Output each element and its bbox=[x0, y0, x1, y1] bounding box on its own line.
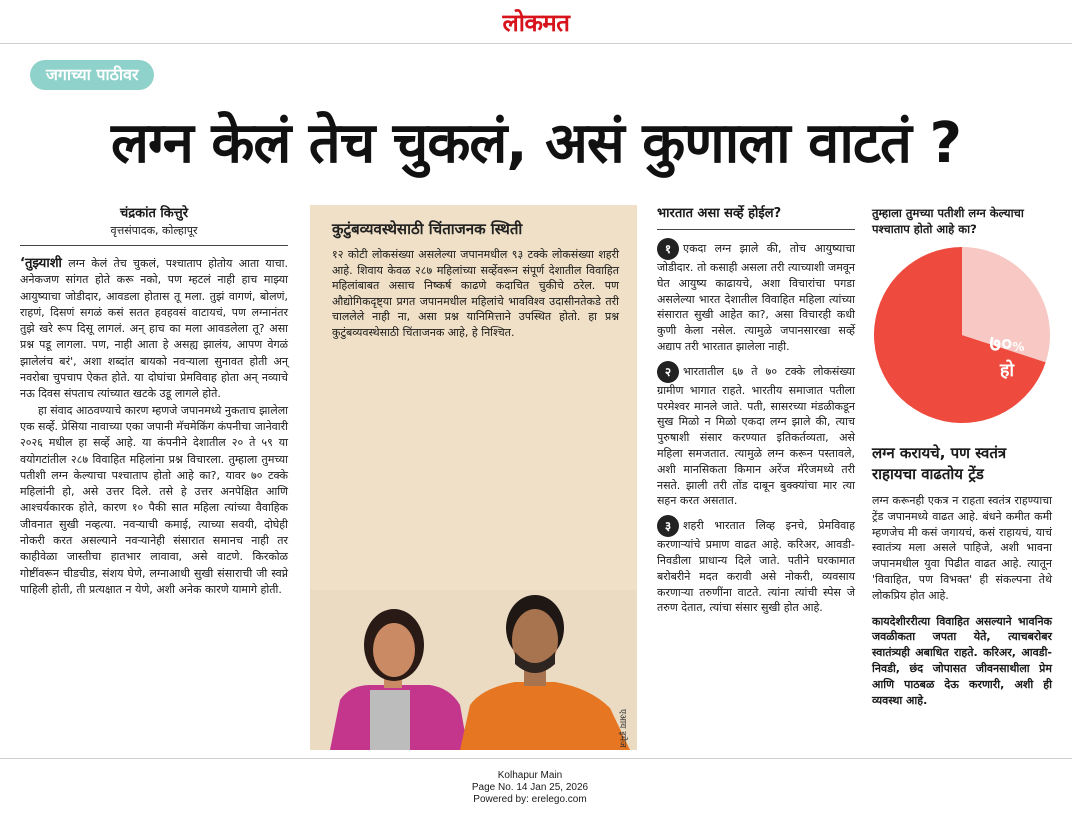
point-text: शहरी भारतात लिव्ह इनचे, प्रेमविवाह करणाऱ्यांचे प्रमाण वाढत आहे. करिअर, आवडी-निवडीला प्राधान्य दिले जाते. पतीने घरकामात बरोबरीने मदत करावी असे नोकरी, व्यवसाय करणाऱ्या तरुणींना वाटते. त्यांना त्यांची स्पेस जे तरुण देतात, त्यांचा संसार सुखी होत आहे. bbox=[657, 519, 855, 615]
pie-answer: हो bbox=[999, 360, 1015, 381]
byline-role: वृत्तसंपादक, कोल्हापूर bbox=[110, 224, 198, 237]
sidebar-box bbox=[310, 205, 637, 750]
trend-title: लग्न करायचे, पण स्वतंत्र राहायचा वाढतोय ट्रेंड bbox=[872, 444, 1007, 483]
survey-point bbox=[657, 361, 855, 509]
lokmat-logo[interactable]: लोकमत bbox=[502, 8, 570, 37]
india-survey-heading: भारतात असा सर्व्हे होईल? bbox=[657, 206, 782, 221]
woman-vest bbox=[370, 690, 410, 750]
survey-point bbox=[657, 515, 855, 616]
masthead bbox=[0, 0, 1072, 44]
poll-question: तुम्हाला तुमच्या पतीशी लग्न केल्याचा पश्चाताप होतो आहे का? bbox=[872, 206, 1024, 236]
poll-pie-chart bbox=[872, 245, 1052, 425]
byline-name: चंद्रकांत कित्तुरे bbox=[119, 206, 189, 221]
pie-percent-sign: % bbox=[1012, 340, 1025, 354]
point-text: एकदा लग्न झाले की, तोच आयुष्याचा जोडीदार. तो कसाही असला तरी त्याच्याशी जमवून घेत आयुष्य काढायचे, अशा विचारांचा पगडा असलेल्या भारत देशातील विवाहित महिला त्यांच्या संसारात सुखी आहेत का?, असा विचारही कधी कुणी केला नसेल. त्यामुळे जपानसारखा सर्व्हे अद्याप तरी भारतात झालेला नाही. bbox=[657, 242, 855, 353]
photo-credit: एआय इमेज bbox=[617, 709, 627, 748]
byline-divider bbox=[20, 245, 288, 246]
trend-bold-text: कायदेशीररीत्या विवाहित असल्याने भावनिक जवळीकता जपता येते, त्याचबरोबर स्वातंत्र्यही अबाधित राहते. करिअर, आवडी-निवडी, छंद जोपासत जीवनसाथीला प्रेम आणि पाठबळ देऊ करणारी, अशी ही व्यवस्था आहे. bbox=[872, 614, 1052, 707]
article-paragraph-1-text: लग्न केलं तेच चुकलं, पश्चाताप होतोय आता याचा. अनेकजण सांगत होते करू नको, पण म्हटलं नाही हाच माझ्या आयुष्याचा जोडीदार, आवडला होतास तू मला. तुझं वागणं, बोलणं, राहणं, दिसणं सगळं कसं सतत हवहवसं वाटायचं, पण लग्नानंतर तुझे खरे रूप दिसू लागलं. अन् हाच का मला आवडलेला तू? असा प्रश्न पडू लागला. पण, नाही आता हे असह्य झालंय, आपण वेगळं झालेलंच बरं', अशा शब्दांत बायको नवऱ्याला सुनावत होती अन् नवरोबा चुपचाप ऐकत होते. या दोघांचा प्रेमविवाह होता अन् नव्याचे नऊ दिवस संपताच त्यांच्यात खटके उडू लागले होते. bbox=[20, 257, 288, 401]
sidebar-box-title: कुटुंबव्यवस्थेसाठी चिंताजनक स्थिती bbox=[332, 220, 523, 238]
edition-name: Kolhapur Main bbox=[497, 770, 563, 781]
main-article-body bbox=[20, 256, 288, 598]
sidebar-box-text: १२ कोटी लोकसंख्या असलेल्या जपानमधील ९३ टक्के लोकसंख्या शहरी आहे. शिवाय केवळ २८७ महिलांच्या सर्व्हेवरून संपूर्ण देशातील विवाहित महिलांबाबत असाच निष्कर्ष काढणे कदाचित चुकीचे ठरेल. पण औद्योगिकदृष्ट्या प्रगत जपानमधील महिलांचे भावविश्व उदासीनतेकडे तरी चाललेले नाही ना, असा प्रश्न यानिमित्ताने उपस्थित होतो. हा प्रश्न कुटुंबव्यवस्थेसाठी चिंताजनक आहे, हे निश्चित. bbox=[332, 248, 619, 339]
pie-value-label bbox=[972, 333, 1042, 383]
powered-by-link[interactable]: Powered by: erelego.com bbox=[473, 794, 587, 805]
footer bbox=[380, 770, 680, 806]
headline: लग्न केलं तेच चुकलं, असं कुणाला वाटतं ? bbox=[111, 111, 961, 176]
section-label: जगाच्या पाठीवर bbox=[30, 60, 154, 90]
trend-text: लग्न करूनही एकत्र न राहता स्वतंत्र राहण्याचा ट्रेंड जपानमध्ये वाढत आहे. बंधने कमीत कमी म्हणजेच मी कसं जगायचं, कसं राहायचं, याचं स्वातंत्र्य मला असले पाहिजे, अशी भावना जपानमधील युवा पिढीत वाढत आहे. त्यातून 'विवाहित, पण विभक्त' ही संकल्पना तेथे लोकप्रिय होत आहे. bbox=[872, 494, 1052, 602]
footer-divider bbox=[0, 758, 1072, 759]
point-number: ३ bbox=[657, 515, 679, 537]
point-text: भारतातील ६७ ते ७० टक्के लोकसंख्या ग्रामीण भागात राहते. भारतीय समाजात पतीला परमेश्वर मानले जाते. पती, सासरच्या मंडळीकडून सुख मिळो न मिळो एकदा लग्न झाले की, त्याच पुरुषाशी संसार करण्यात इतिकर्तव्यता, असे महिला समजतात. त्यामुळे लग्न करून पस्तावले, अशी मानसिकता किमान अरेंज मॅरेजमध्ये तरी नसते. झाली तरी तोंड दाबून बुक्क्यांचा मार त्या सहन करत असतात. bbox=[657, 364, 855, 508]
survey-point bbox=[657, 238, 855, 355]
point-number: १ bbox=[657, 238, 679, 260]
point-number: २ bbox=[657, 361, 679, 383]
page-info: Page No. 14 Jan 25, 2026 bbox=[471, 782, 589, 793]
poll-column bbox=[872, 205, 1052, 708]
woman-face bbox=[373, 623, 415, 677]
india-survey-column bbox=[657, 205, 855, 622]
article-paragraph-1 bbox=[20, 256, 288, 403]
india-survey-divider bbox=[657, 229, 855, 230]
couple-illustration bbox=[310, 590, 637, 750]
main-article-column bbox=[20, 205, 288, 598]
pie-value: ७० bbox=[989, 332, 1013, 357]
lead-word: ‘तुझ्याशी bbox=[20, 256, 62, 271]
article-paragraph-2: हा संवाद आठवण्याचे कारण म्हणजे जपानमध्ये नुकताच झालेला एक सर्व्हे. प्रेसिया नावाच्या एका जपानी मॅचमेकिंग कंपनीचा जानेवारी २०२६ मधील हा सर्व्हे आहे. या कंपनीने देशातील २० ते ५९ या वयोगटांतील २८७ विवाहित महिलांना प्रश्न विचारला. तुम्हाला तुमच्या पतीशी लग्न केल्याचा पश्चाताप होतो आहे का?, यावर ७० टक्के महिलांनी हो, असे उत्तर दिले. तसे हे उत्तर अनपेक्षित आणि आश्चर्यकारक होते, कारण १० पैकी सात महिला त्यांच्या वैवाहिक जीवनात सुखी नव्हत्या. नवऱ्याची कमाई, त्याच्या सवयी, दोघेही नोकरी करत असल्याने नवऱ्यानेही संसारात समानच नाही तर काहीवेळा जास्तीचा हातभार लावावा, असे वाटणे. किरकोळ गोष्टींवरून चीडचीड, संशय घेणे, लग्नाआधी सुखी संसाराची जी स्वप्ने पाहिली होती, ती प्रत्यक्षात न येणे, अशी अनेक कारणे यामागे होती. bbox=[20, 403, 288, 596]
